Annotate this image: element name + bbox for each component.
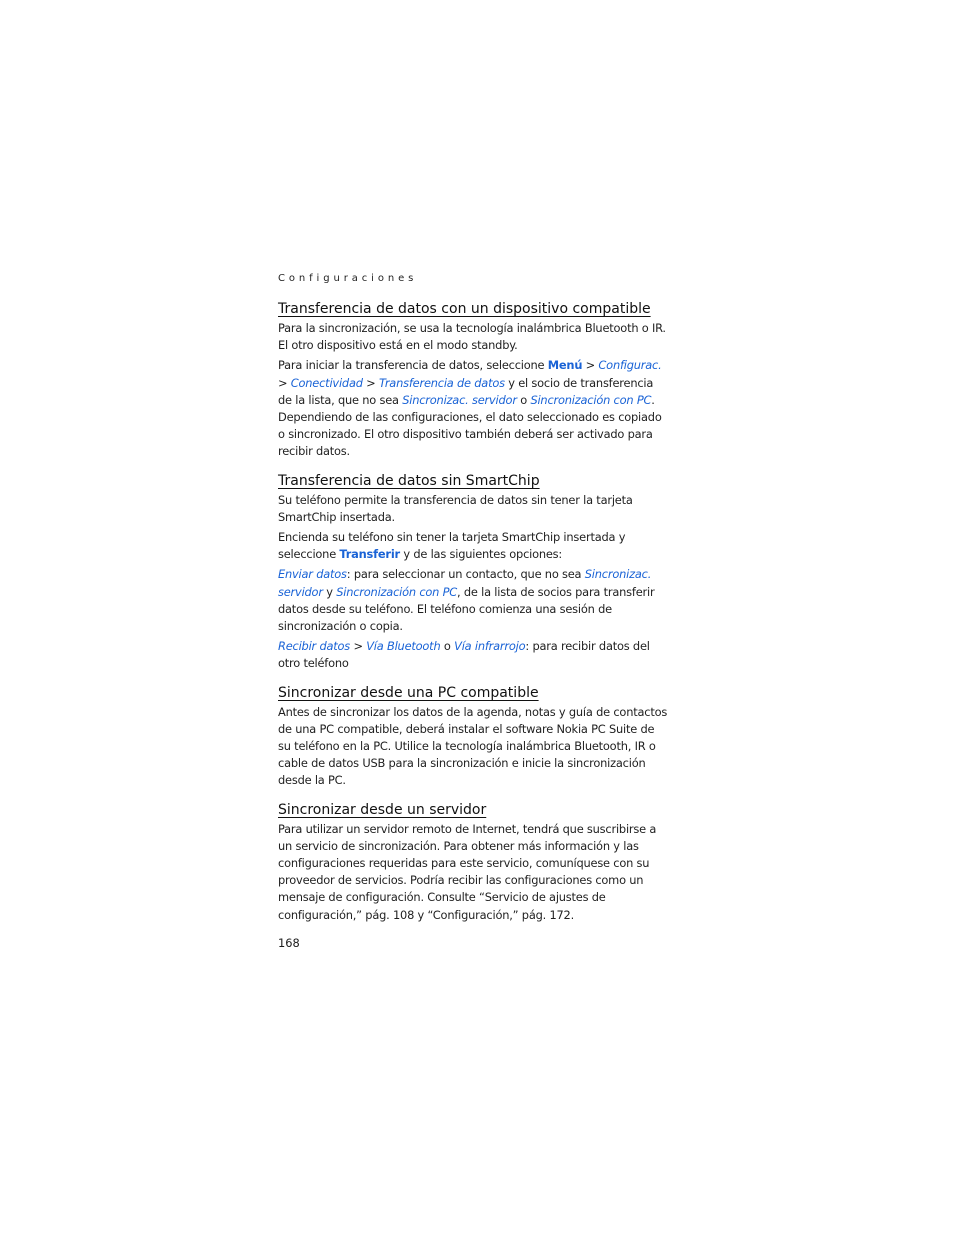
option-configurac: Configurac.: [598, 358, 662, 373]
text: y: [322, 584, 337, 599]
text: o: [440, 639, 455, 654]
text: y de las siguientes opciones:: [399, 547, 563, 562]
paragraph: Para utilizar un servidor remoto de Internet, tendrá que suscribirse a un servicio de sincronización. Para obtener más información y las configuraciones requeridas para este servicio, comuníquese con su proveedor de servicios. Podría recibir las configuraciones como un mensaje de configuración. Consulte “Servicio de ajustes de configuración,” pág. 108 y “Configuración,” pág. 172.: [278, 821, 657, 922]
text: : para recibir datos del otro teléfono: [278, 639, 650, 671]
menu-link-transferir: Transferir: [339, 547, 400, 562]
manual-page: [278, 270, 670, 952]
page-number: 168: [278, 935, 300, 950]
paragraph: [278, 529, 670, 563]
option-sincronizac-servidor: Sincronizac. servidor: [278, 567, 652, 599]
option-transferencia-de-datos: Transferencia de datos: [378, 375, 505, 390]
text: >: [362, 375, 379, 390]
heading-sync-server: Sincronizar desde un servidor: [278, 801, 487, 818]
paragraph: Para la sincronización, se usa la tecnología inalámbrica Bluetooth o IR. El otro dispositivo está en el modo standby.: [278, 321, 666, 353]
text: Para iniciar la transferencia de datos, seleccione: [278, 358, 548, 373]
text: . Dependiendo de las configuraciones, el dato seleccionado es copiado o sincronizado. El otro dispositivo también deberá ser activado para recibir datos.: [278, 392, 662, 459]
text: >: [278, 375, 291, 390]
section-sync-server: [278, 801, 670, 924]
option-sincronizacion-con-pc: Sincronización con PC: [530, 392, 652, 407]
text: y el socio de transferencia de la lista, que no sea: [278, 375, 654, 407]
option-sincronizacion-con-pc: Sincronización con PC: [336, 584, 458, 599]
text: : para seleccionar un contacto, que no sea: [346, 567, 585, 582]
option-sincronizac-servidor: Sincronizac. servidor: [402, 392, 517, 407]
option-enviar-datos: Enviar datos: [278, 567, 347, 582]
section-sync-pc: [278, 684, 670, 790]
heading-sync-pc: Sincronizar desde una PC compatible: [278, 684, 539, 701]
menu-link-menu: Menú: [547, 358, 583, 373]
text: >: [582, 358, 599, 373]
option-recibir-datos: Recibir datos: [278, 639, 351, 654]
paragraph: Antes de sincronizar los datos de la agenda, notas y guía de contactos de una PC compatible, deberá instalar el software Nokia PC Suite de su teléfono en la PC. Utilice la tecnología inalámbrica Bluetooth, IR o cable de datos USB para la sincronización e inicie la sincronización desde la PC.: [278, 704, 668, 788]
option-via-bluetooth: Vía Bluetooth: [366, 639, 441, 654]
section-transfer-no-smartchip: [278, 472, 670, 673]
paragraph: [278, 357, 670, 460]
heading-transfer-no-smartchip: Transferencia de datos sin SmartChip: [278, 472, 540, 489]
paragraph: [278, 566, 670, 635]
option-via-infrarrojo: Vía infrarrojo: [454, 639, 526, 654]
paragraph: [278, 638, 670, 672]
running-head: Configuraciones: [278, 273, 418, 284]
paragraph: Su teléfono permite la transferencia de datos sin tener la tarjeta SmartChip insertada.: [278, 492, 633, 524]
text: Encienda su teléfono sin tener la tarjeta SmartChip insertada y seleccione: [278, 530, 626, 562]
heading-transfer-compatible: Transferencia de datos con un dispositivo compatible: [278, 301, 651, 317]
option-conectividad: Conectividad: [290, 375, 363, 390]
section-transfer-compatible: [278, 300, 670, 461]
text: >: [350, 639, 367, 654]
text: o: [516, 392, 531, 407]
text: , de la lista de socios para transferir datos desde su teléfono. El teléfono comienza una sesión de sincronización o copia.: [278, 584, 655, 634]
